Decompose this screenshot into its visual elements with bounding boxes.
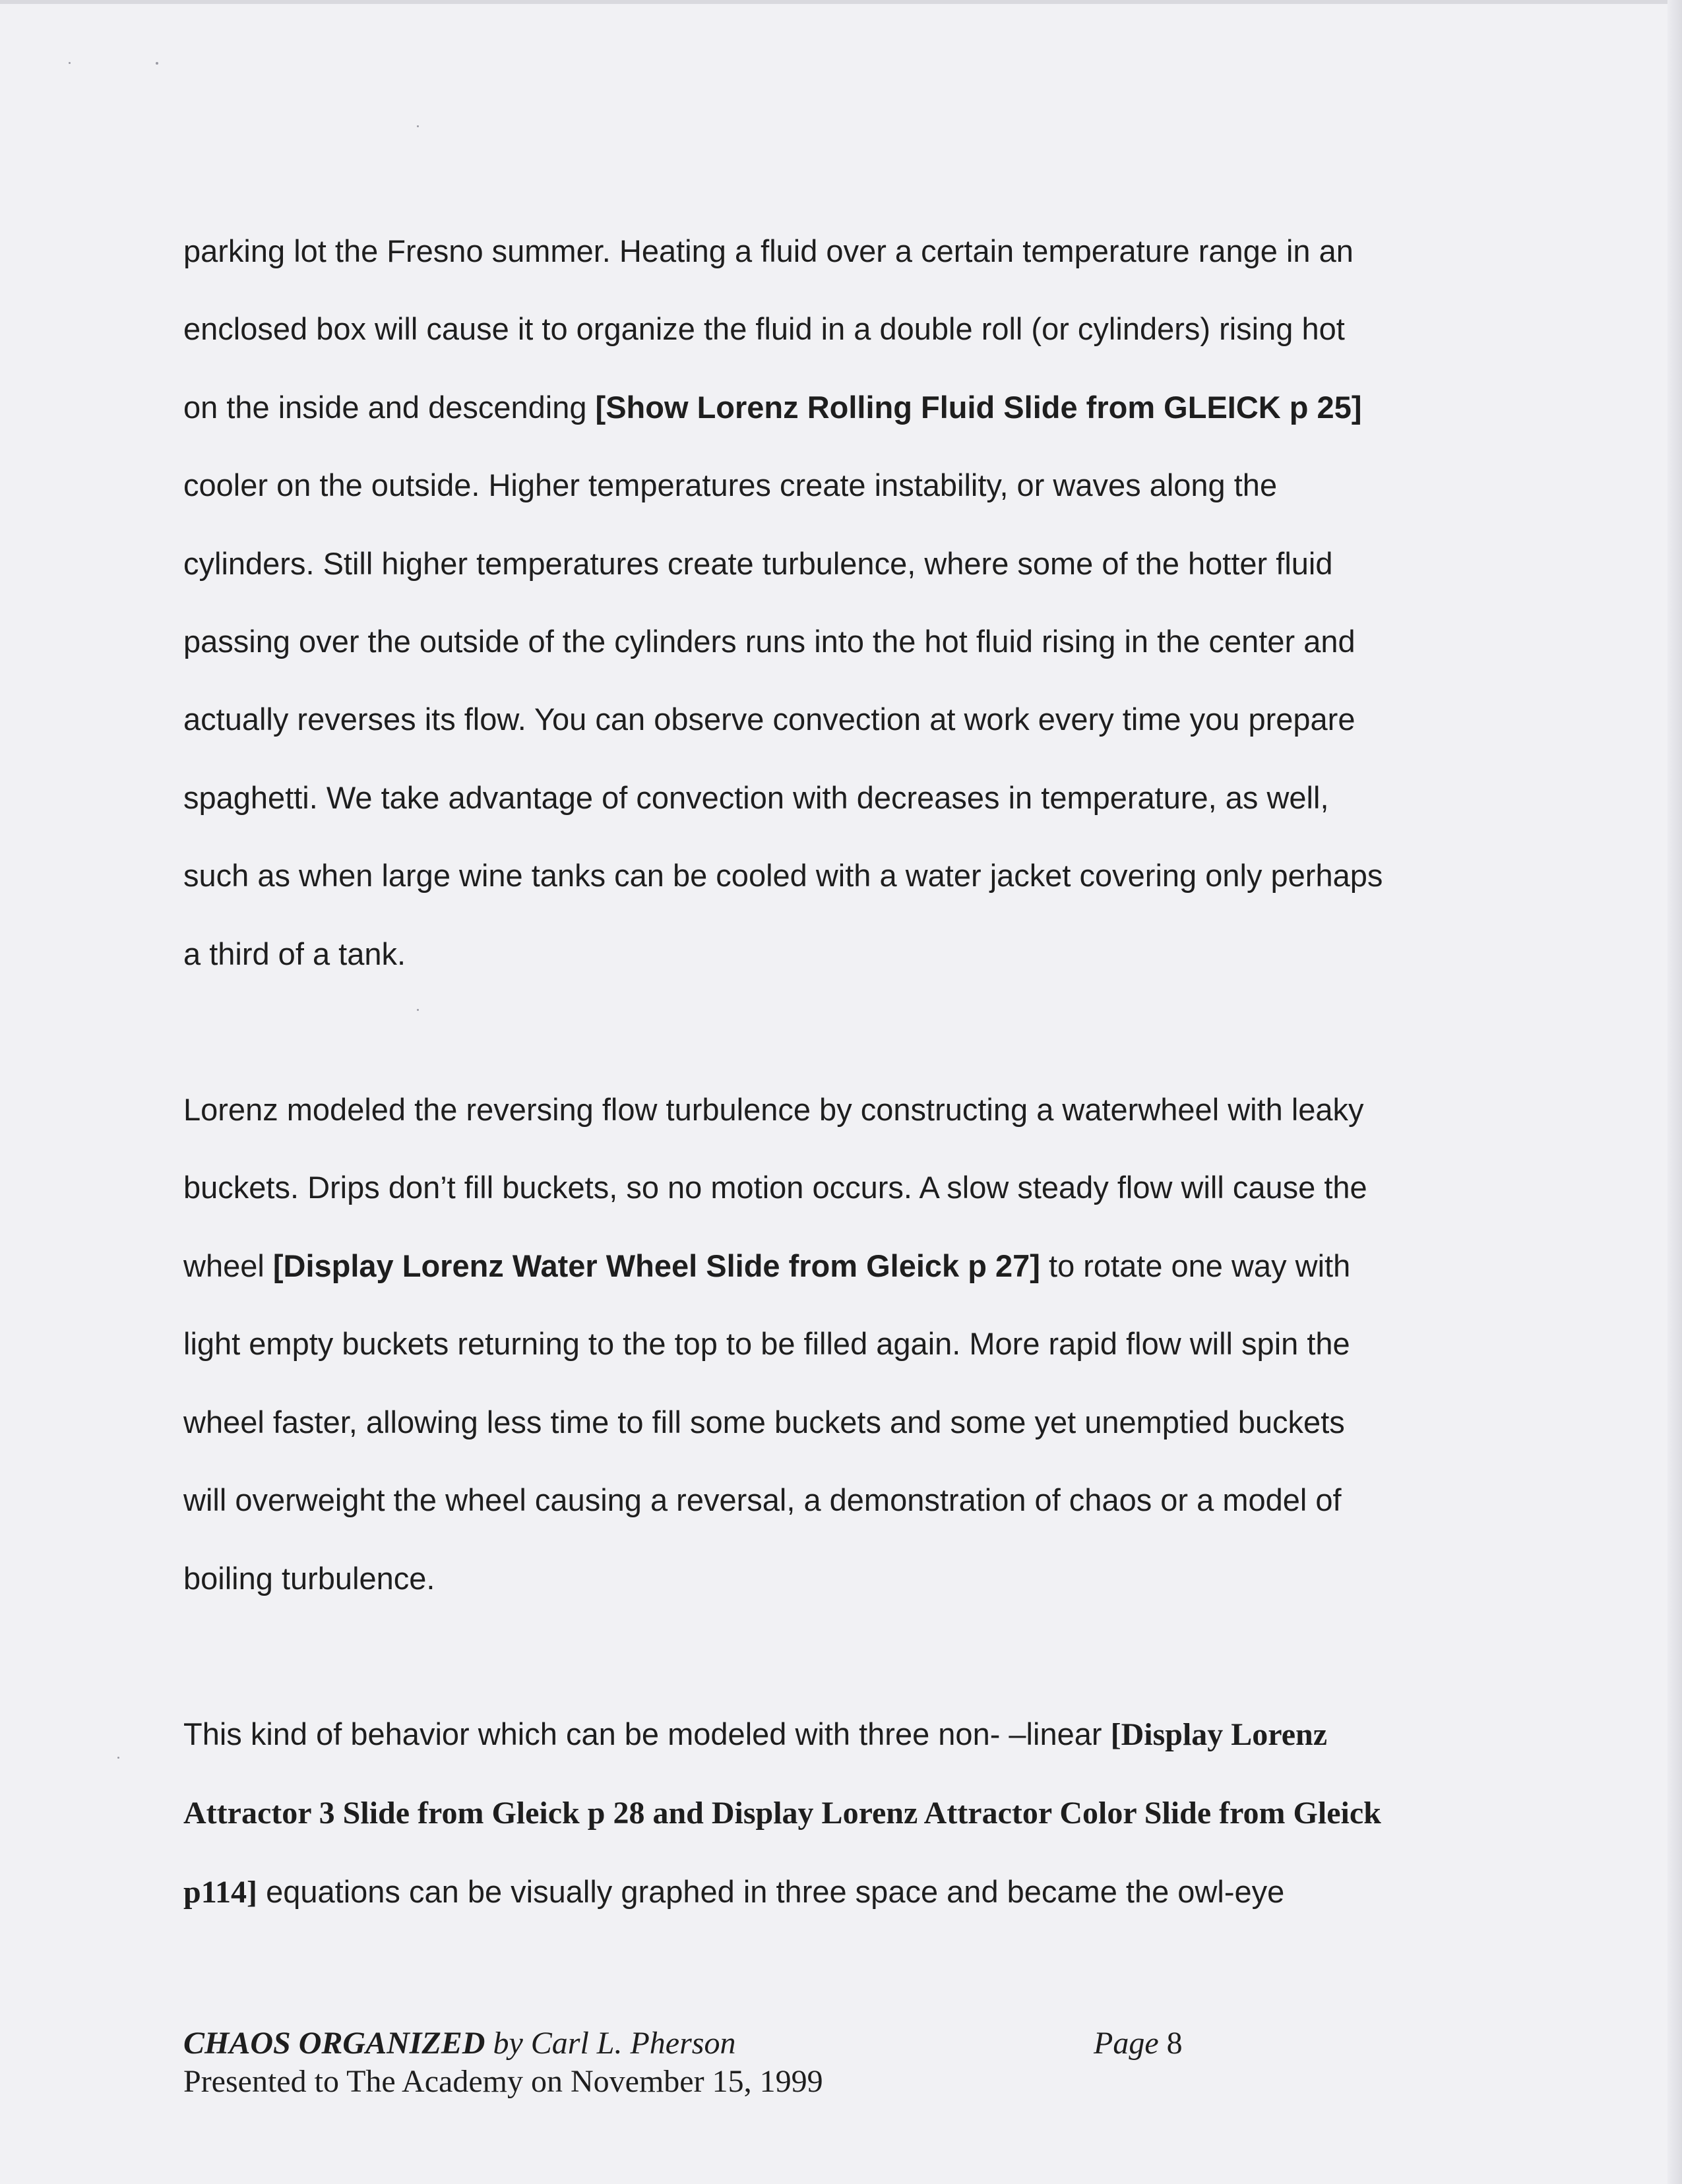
text-run: actually reverses its flow. You can observe convection at work every time you prepare xyxy=(183,702,1355,737)
footer-page-number xyxy=(1094,2024,1183,2063)
text-line xyxy=(183,212,1503,290)
text-run: boiling turbulence. xyxy=(183,1560,435,1596)
slide-cue: p114] xyxy=(183,1874,258,1910)
text-run: Lorenz modeled the reversing flow turbulence by constructing a waterwheel with leaky xyxy=(183,1092,1364,1128)
text-run: to rotate one way with xyxy=(1040,1248,1351,1283)
scan-speck xyxy=(156,62,158,65)
text-line xyxy=(183,369,1503,446)
text-line xyxy=(183,290,1503,368)
paragraph xyxy=(183,212,1503,993)
text-line xyxy=(183,1149,1503,1227)
text-run: This kind of behavior which can be modeled with three non- –linear xyxy=(183,1716,1111,1751)
text-run: buckets. Drips don’t fill buckets, so no motion occurs. A slow steady flow will cause the xyxy=(183,1170,1367,1205)
paragraph xyxy=(183,1071,1503,1618)
scan-speck xyxy=(69,62,71,64)
text-line xyxy=(183,759,1503,837)
scan-speck xyxy=(117,1757,119,1759)
footer-page-label: Page xyxy=(1094,2026,1159,2061)
footer-byline: by Carl L. Pherson xyxy=(485,2026,736,2061)
text-run: light empty buckets returning to the top to be filled again. More rapid flow will spin the xyxy=(183,1326,1350,1362)
text-run: will overweight the wheel causing a reversal, a demonstration of chaos or a model of xyxy=(183,1482,1342,1518)
text-run: cooler on the outside. Higher temperatures create instability, or waves along the xyxy=(183,468,1278,503)
text-run: such as when large wine tanks can be cooled with a water jacket covering only perhaps xyxy=(183,858,1383,894)
text-line xyxy=(183,1853,1503,1931)
page-top-edge xyxy=(0,0,1682,4)
text-run: a third of a tank. xyxy=(183,936,406,971)
text-run: equations can be visually graphed in three space and became the owl-eye xyxy=(257,1873,1285,1909)
text-line xyxy=(183,525,1503,603)
footer-page-value: 8 xyxy=(1158,2026,1183,2061)
text-run: parking lot the Fresno summer. Heating a fluid over a certain temperature range in an xyxy=(183,233,1354,268)
footer-document-title: CHAOS ORGANIZED xyxy=(183,2026,485,2061)
slide-cue: [Show Lorenz Rolling Fluid Slide from GLEICK p 25] xyxy=(595,389,1362,425)
slide-cue: [Display Lorenz Water Wheel Slide from Gleick p 27] xyxy=(272,1248,1040,1283)
text-line xyxy=(183,681,1503,758)
text-line xyxy=(183,603,1503,681)
text-run: on the inside and descending xyxy=(183,389,596,425)
slide-cue: [Display Lorenz xyxy=(1110,1716,1328,1752)
text-line xyxy=(183,1071,1503,1149)
text-line xyxy=(183,1540,1503,1618)
text-line xyxy=(183,1383,1503,1461)
text-run: passing over the outside of the cylinders runs into the hot fluid rising in the center and xyxy=(183,624,1355,659)
slide-cue: Attractor 3 Slide from Gleick p 28 and Display Lorenz Attractor Color Slide from Gleick xyxy=(183,1796,1381,1831)
scan-speck xyxy=(417,125,419,127)
text-run: spaghetti. We take advantage of convection with decreases in temperature, as well, xyxy=(183,779,1329,815)
footer-title-row xyxy=(183,2024,1503,2063)
text-line xyxy=(183,446,1503,524)
text-line xyxy=(183,1774,1503,1852)
text-run: cylinders. Still higher temperatures create turbulence, where some of the hotter fluid xyxy=(183,545,1333,581)
page-footer xyxy=(183,2024,1503,2101)
text-run: enclosed box will cause it to organize the fluid in a double roll (or cylinders) rising hot xyxy=(183,311,1345,347)
text-line xyxy=(183,837,1503,915)
document-body xyxy=(183,212,1503,1931)
text-line xyxy=(183,1305,1503,1383)
text-line xyxy=(183,915,1503,993)
page-right-edge xyxy=(1667,0,1682,2184)
paragraph xyxy=(183,1695,1503,1931)
text-run: wheel xyxy=(183,1248,273,1283)
text-run: wheel faster, allowing less time to fill some buckets and some yet unemptied buckets xyxy=(183,1404,1345,1440)
text-line xyxy=(183,1227,1503,1305)
text-line xyxy=(183,1461,1503,1539)
footer-presented-line: Presented to The Academy on November 15, 1999 xyxy=(183,2064,823,2099)
text-line xyxy=(183,1695,1503,1774)
